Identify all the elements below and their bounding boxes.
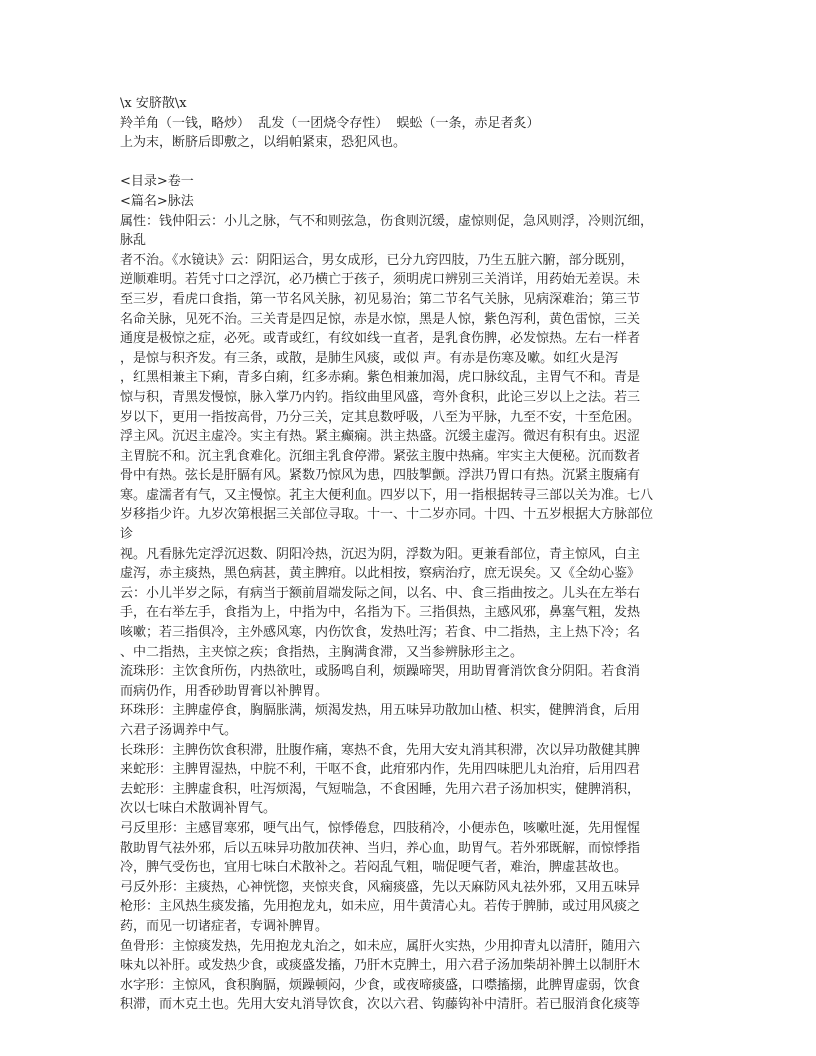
text-line: 通度是极惊之症，必死。或青或红，有纹如线一直者，是乳食伤脾，必发惊热。左右一样者 [120,331,641,347]
text-line: 浮主风。沉迟主虚冷。实主有热。紧主癫痫。洪主热盛。沉缓主虚泻。微迟有积有虫。迟涩 [120,429,641,445]
text-line: 云：小儿半岁之际，有病当于额前眉端发际之间，以名、中、食三指曲按之。儿头在左举右 [120,585,641,601]
text-line: ，红黑相兼主下痢，青多白痢，红多赤痢。紫色相兼加渴，虎口脉纹乱，主胃气不和。青是 [120,370,641,386]
text-line: 去蛇形：主脾虚食积，吐泻烦渴，气短喘急，不食困睡，先用六君子汤加枳实，健脾消积， [120,781,641,797]
text-line: 逆顺难明。若凭寸口之浮沉，必乃横亡于孩子，须明虎口辨别三关消详，用药始无差误。未 [120,272,641,288]
text-line: 枪形：主风热生痰发搐，先用抱龙丸，如未应，用牛黄清心丸。若传于脾肺，或过用风痰之 [120,899,641,915]
text-line: 上为末，断脐后即敷之，以绢帕紧束，恐犯风也。 [120,135,407,151]
text-line: 属性：钱仲阳云：小儿之脉，气不和则弦急，伤食则沉缓，虚惊则促，急风则浮，冷则沉细， [120,213,654,229]
text-line: 次以七味白术散调补胃气。 [120,801,277,817]
text-line: 脉乱 [120,233,147,249]
text-line: <篇名>脉法 [120,193,194,209]
text-line: ，是惊与积齐发。有三条，或散，是肺生风痰，或似 声。有赤是伤寒及嗽。如红火是泻 [120,350,619,366]
text-line: 而病仍作，用香砂助胃膏以补脾胃。 [120,683,329,699]
text-line: 环珠形：主脾虚停食，胸膈胀满，烦渴发热，用五味异功散加山楂、枳实，健脾消食，后用 [120,703,641,719]
text-line: 虚泻，赤主痰热，黑色病甚，黄主脾疳。以此相按，察病治疗，庶无误矣。又《全幼心鉴》 [120,566,641,582]
text-line: 冷，脾气受伤也，宜用七味白术散补之。若闷乱气粗，喘促哽气者，难治，脾虚甚故也。 [120,860,628,876]
text-line: 六君子汤调养中气。 [120,723,238,738]
text-line: \x 安脐散\x [120,96,187,111]
text-line: 弓反里形：主感冒寒邪，哽气出气，惊悸倦怠，四肢稍冷，小便赤色，咳嗽吐涎，先用惺惺 [120,820,641,836]
text-line: <目录>卷一 [120,174,194,190]
text-line: 咳嗽；若三指俱冷，主外感风寒，内伤饮食，发热吐泻；若食、中二指热，主上热下冷；名 [120,625,641,641]
text-line: 散助胃气祛外邪，后以五味异功散加茯神、当归，养心血，助胃气。若外邪既解，而惊悸指 [120,840,641,856]
text-line: 羚羊角（一钱，略炒） 乱发（一团烧令存性） 蜈蚣（一条，赤足者炙） [120,115,540,131]
text-line: 药，而见一切诸症者，专调补脾胃。 [120,918,329,934]
text-line: 惊与积，青黑发慢惊，脉入掌乃内钓。指纹曲里风盛，弯外食积，此论三岁以上之法。若三 [120,389,641,405]
text-line [120,153,700,173]
text-line: 寒。虚濡者有气，又主慢惊。芤主大便利血。四岁以下，用一指根据转寻三部以关为准。七八 [120,487,654,503]
text-line: 弓反外形：主痰热，心神恍惚，夹惊夹食，风痫痰盛，先以天麻防风丸祛外邪，又用五味异 [120,879,641,895]
text-line: 主胃脘不和。沉主乳食难化。沉细主乳食停滞。紧弦主腹中热痛。牢实主大便秘。沉而数者 [120,448,641,464]
text-line: 至三岁，看虎口食指，第一节名风关脉，初见易治；第二节名气关脉，见病深难治；第三节 [120,291,641,307]
text-line: 视。凡看脉先定浮沉迟数、阴阳冷热，沉迟为阴，浮数为阳。更兼看部位，青主惊风，白主 [120,546,641,562]
document-text [120,94,700,1015]
text-line: 手，在右举左手，食指为上，中指为中，名指为下。三指俱热，主感风邪，鼻塞气粗，发热 [120,605,641,621]
text-line: 者不治。《水镜诀》云：阴阳运合，男女成形，已分九窍四肢，乃生五脏六腑，部分既别， [120,252,634,268]
text-line: 诊 [120,527,134,543]
text-line: 岁移指少许。九岁次第根据三关部位寻取。十一、十二岁亦同。十四、十五岁根据大方脉部位 [120,507,654,523]
text-line: 流珠形：主饮食所伤，内热欲吐，或肠鸣自利，烦躁啼哭，用助胃膏消饮食分阴阳。若食消 [120,664,641,680]
text-line: 骨中有热。弦长是肝膈有风。紧数乃惊风为患，四肢掣颤。浮洪乃胃口有热。沉紧主腹痛有 [120,468,641,484]
text-line: 味丸以补肝。或发热少食，或痰盛发搐，乃肝木克脾土，用六君子汤加柴胡补脾土以制肝木 [120,958,641,974]
text-line: 长珠形：主脾伤饮食积滞，肚腹作痛，寒热不食，先用大安丸消其积滞，次以异功散健其脾 [120,742,641,758]
text-line: 积滞，而木克土也。先用大安丸消导饮食，次以六君、钩藤钩补中清肝。若已服消食化痰等 [120,997,641,1013]
text-line: 、中二指热，主夹惊之疾；食指热，主胸满食滞，又当参辨脉形主之。 [120,644,524,660]
text-line: 来蛇形：主脾胃湿热，中脘不利，干呕不食，此疳邪内作，先用四味肥儿丸治疳，后用四君 [120,762,641,778]
text-line: 鱼骨形：主惊痰发热，先用抱龙丸治之，如未应，属肝火实热，少用抑青丸以清肝，随用六 [120,938,641,954]
text-line: 岁以下，更用一指按高骨，乃分三关，定其息数呼吸，八至为平脉，九至不安，十至危困。 [120,409,641,425]
text-line: 名命关脉，见死不治。三关青是四足惊，赤是水惊，黑是人惊，紫色泻利，黄色雷惊，三关 [120,311,641,327]
text-line: 水字形：主惊风，食积胸膈，烦躁顿闷，少食，或夜啼痰盛，口噤搐搦，此脾胃虚弱，饮食 [120,977,641,993]
